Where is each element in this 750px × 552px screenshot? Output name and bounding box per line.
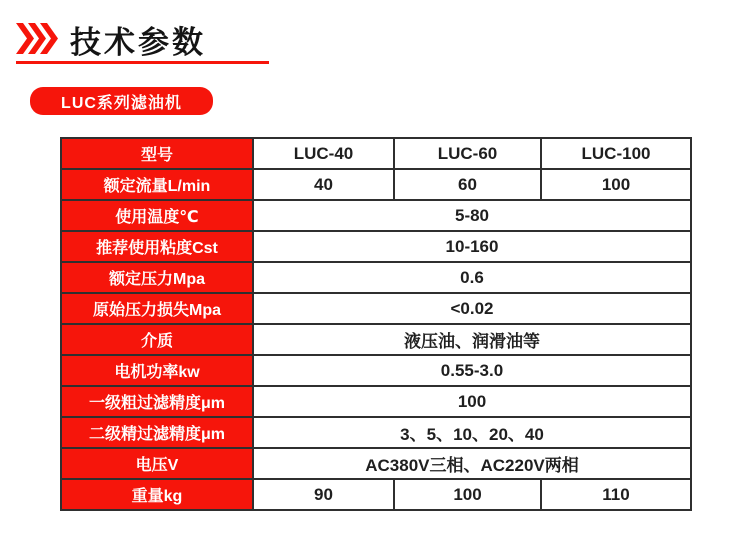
spec-value-cell: <0.02 [253,293,691,324]
title-underline [16,61,269,64]
table-row [61,200,691,231]
spec-label-cell: 一级粗过滤精度μm [61,386,253,417]
spec-label-cell: 重量kg [61,479,253,510]
spec-value-cell: LUC-40 [253,138,394,169]
series-badge: LUC系列滤油机 [30,87,213,115]
spec-value-cell: 液压油、润滑油等 [253,324,691,355]
spec-label-cell: 电机功率kw [61,355,253,386]
spec-value-cell: LUC-60 [394,138,541,169]
table-row [61,448,691,479]
spec-label-cell: 电压V [61,448,253,479]
table-row [61,479,691,510]
table-row [61,262,691,293]
spec-value-cell: 100 [253,386,691,417]
spec-value-cell: 40 [253,169,394,200]
spec-value-cell: 100 [394,479,541,510]
spec-label-cell: 型号 [61,138,253,169]
spec-label-cell: 推荐使用粘度Cst [61,231,253,262]
table-row [61,355,691,386]
spec-label-cell: 使用温度℃ [61,200,253,231]
spec-value-cell: 0.6 [253,262,691,293]
spec-value-cell: AC380V三相、AC220V两相 [253,448,691,479]
spec-label-cell: 原始压力损失Mpa [61,293,253,324]
table-row [61,293,691,324]
table-row [61,324,691,355]
spec-value-cell: 110 [541,479,691,510]
table-row [61,231,691,262]
spec-value-cell: 0.55-3.0 [253,355,691,386]
spec-label-cell: 二级精过滤精度μm [61,417,253,448]
spec-value-cell: 10-160 [253,231,691,262]
spec-value-cell: 100 [541,169,691,200]
spec-table [60,137,692,511]
spec-label-cell: 额定流量L/min [61,169,253,200]
spec-label-cell: 额定压力Mpa [61,262,253,293]
triple-chevron-right-icon [14,23,59,54]
spec-value-cell: 3、5、10、20、40 [253,417,691,448]
spec-value-cell: LUC-100 [541,138,691,169]
table-row [61,169,691,200]
spec-value-cell: 5-80 [253,200,691,231]
spec-label-cell: 介质 [61,324,253,355]
table-row [61,138,691,169]
spec-value-cell: 60 [394,169,541,200]
page-title: 技术参数 [70,25,206,60]
spec-value-cell: 90 [253,479,394,510]
table-row [61,417,691,448]
table-row [61,386,691,417]
